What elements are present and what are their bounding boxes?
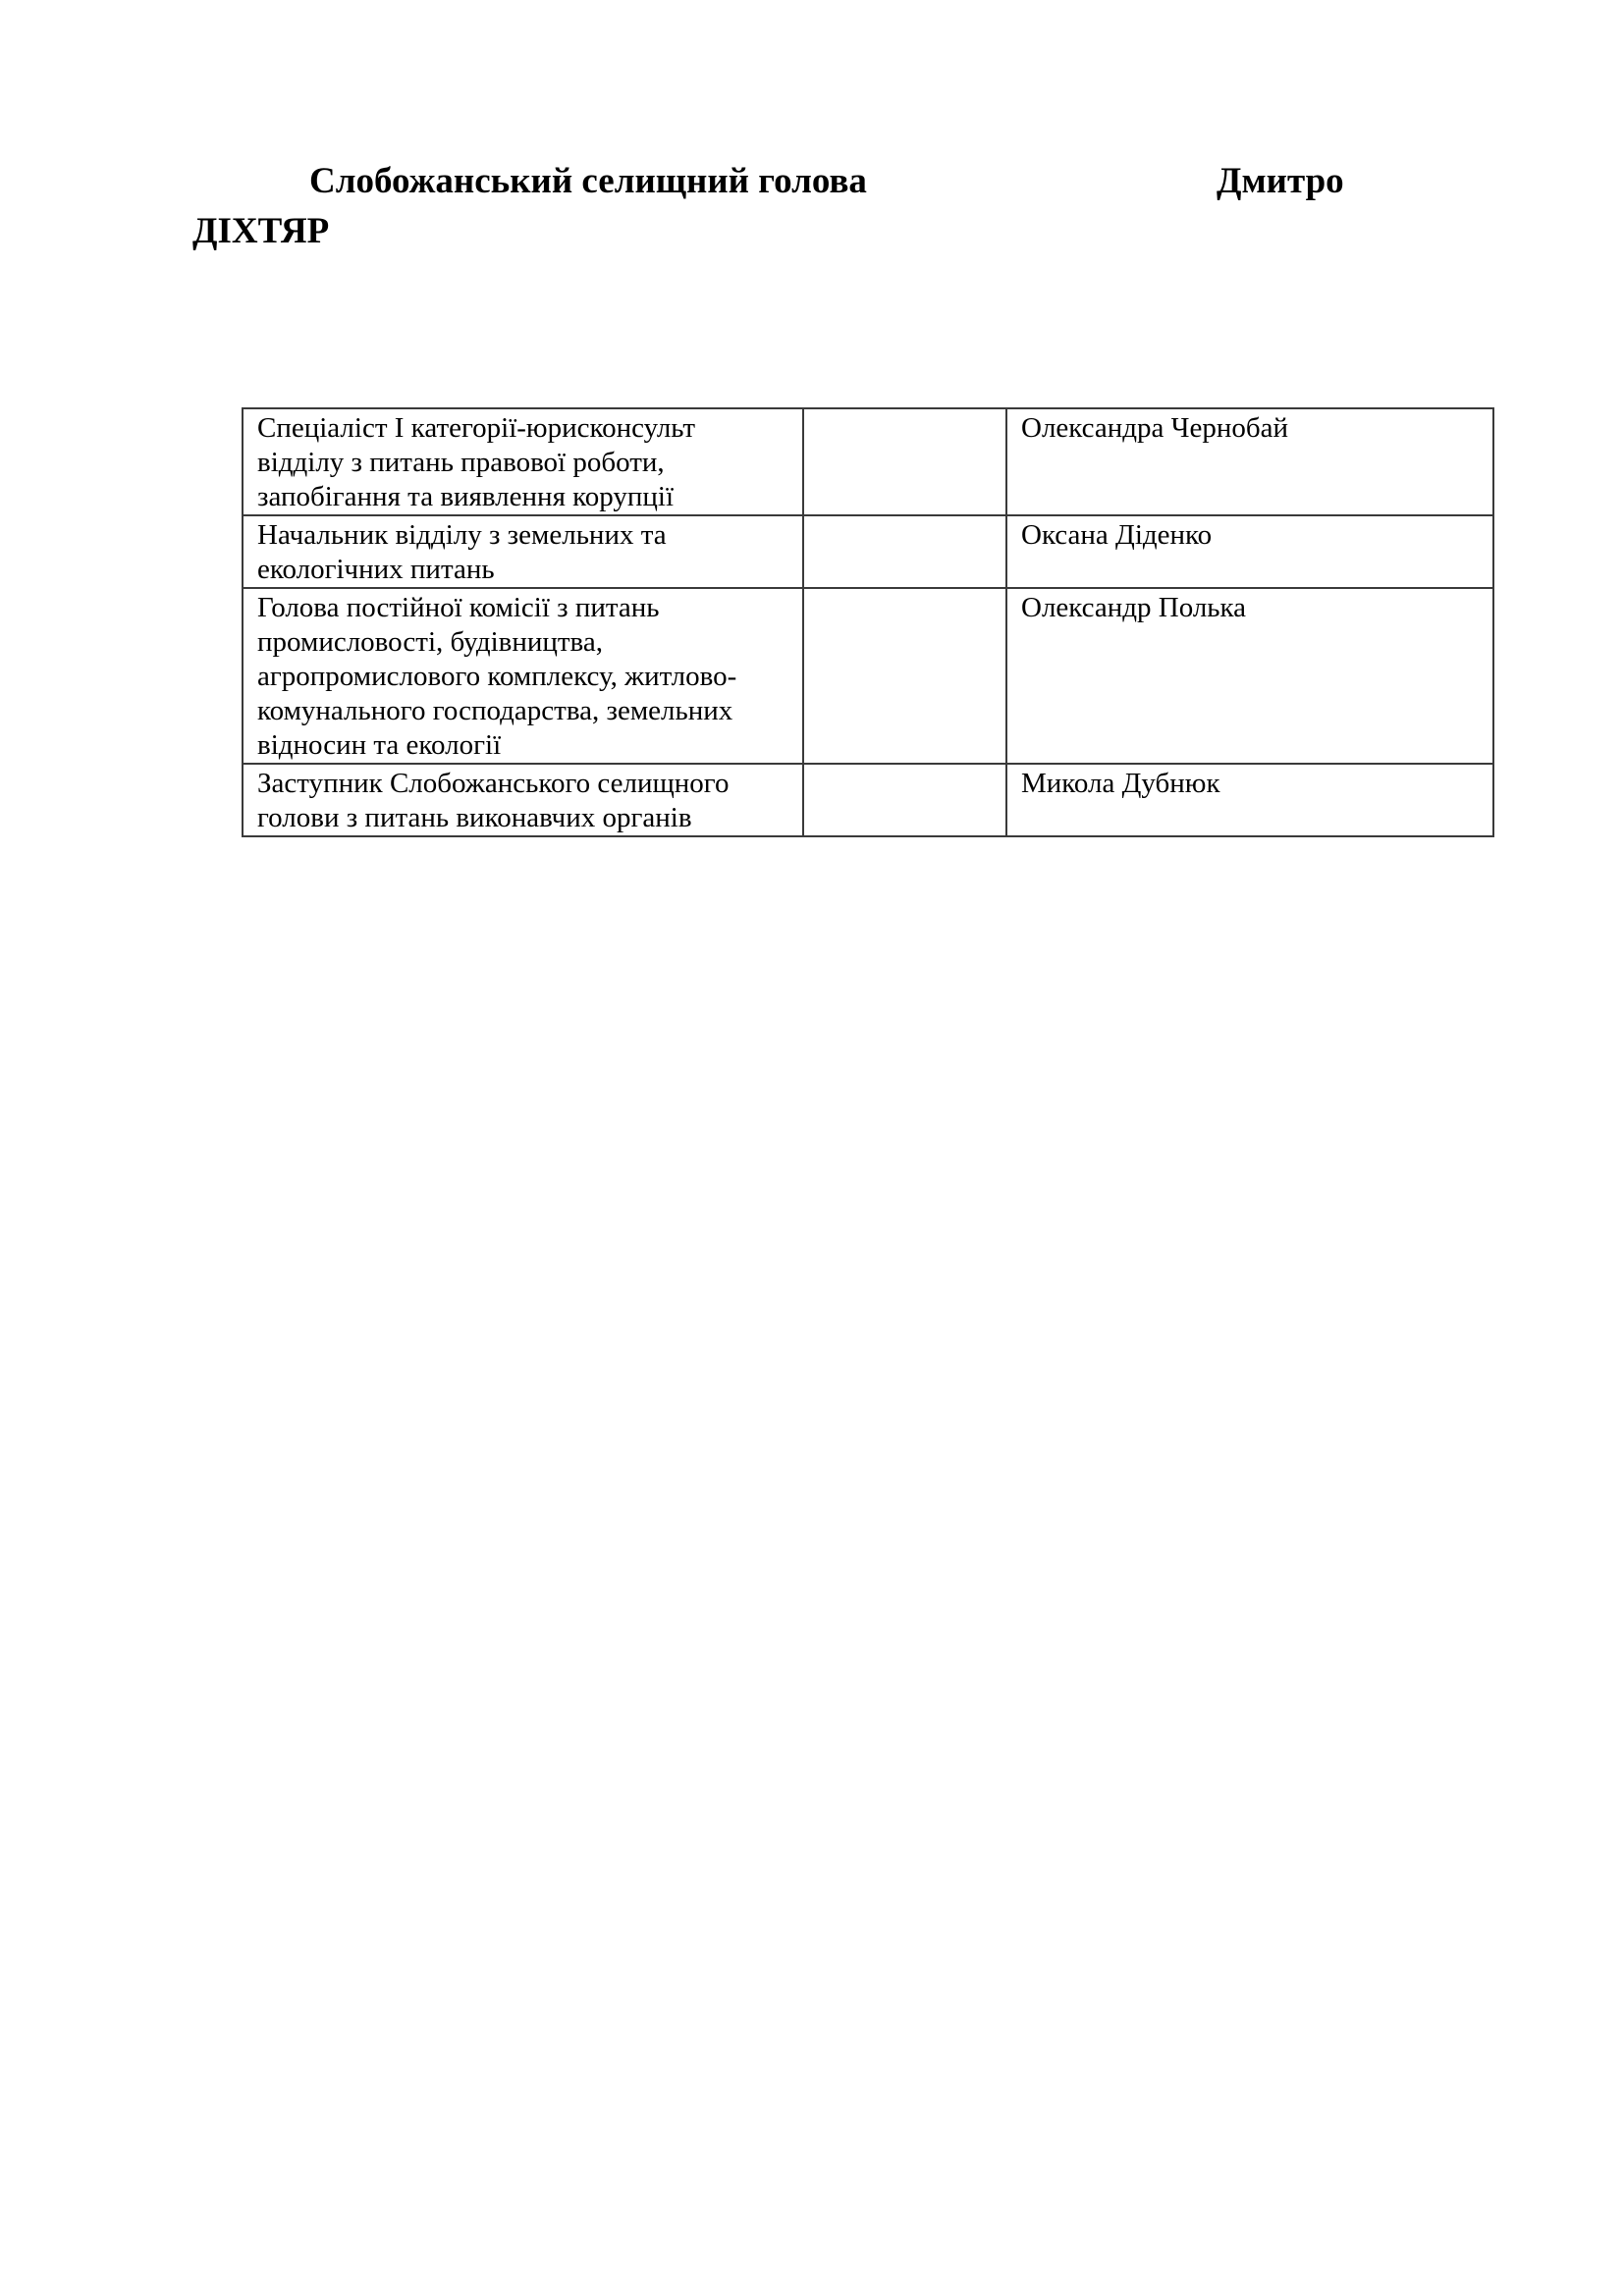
position-cell: Заступник Слобожанського селищного голови з питань виконавчих органів <box>243 764 803 836</box>
position-cell: Голова постійної комісії з питань промисловості, будівництва, агропромислового комплексу, житлово-комунального господарства, земельних відносин та екології <box>243 588 803 764</box>
name-cell: Микола Дубнюк <box>1006 764 1493 836</box>
approval-table <box>242 407 1494 837</box>
table-row <box>243 408 1493 515</box>
table-row <box>243 764 1493 836</box>
table-row <box>243 588 1493 764</box>
name-cell: Олександр Полька <box>1006 588 1493 764</box>
head-surname: ДІХТЯР <box>192 211 330 251</box>
signature-cell <box>803 408 1006 515</box>
head-title: Слобожанський селищний голова <box>309 161 867 201</box>
head-first-name: Дмитро <box>1217 161 1344 201</box>
name-cell: Оксана Діденко <box>1006 515 1493 588</box>
name-cell: Олександра Чернобай <box>1006 408 1493 515</box>
position-cell: Начальник відділу з земельних та екологічних питань <box>243 515 803 588</box>
signature-cell <box>803 764 1006 836</box>
signature-cell <box>803 515 1006 588</box>
signature-cell <box>803 588 1006 764</box>
position-cell: Спеціаліст І категорії-юрисконсульт відділу з питань правової роботи, запобігання та виявлення корупції <box>243 408 803 515</box>
table-row <box>243 515 1493 588</box>
